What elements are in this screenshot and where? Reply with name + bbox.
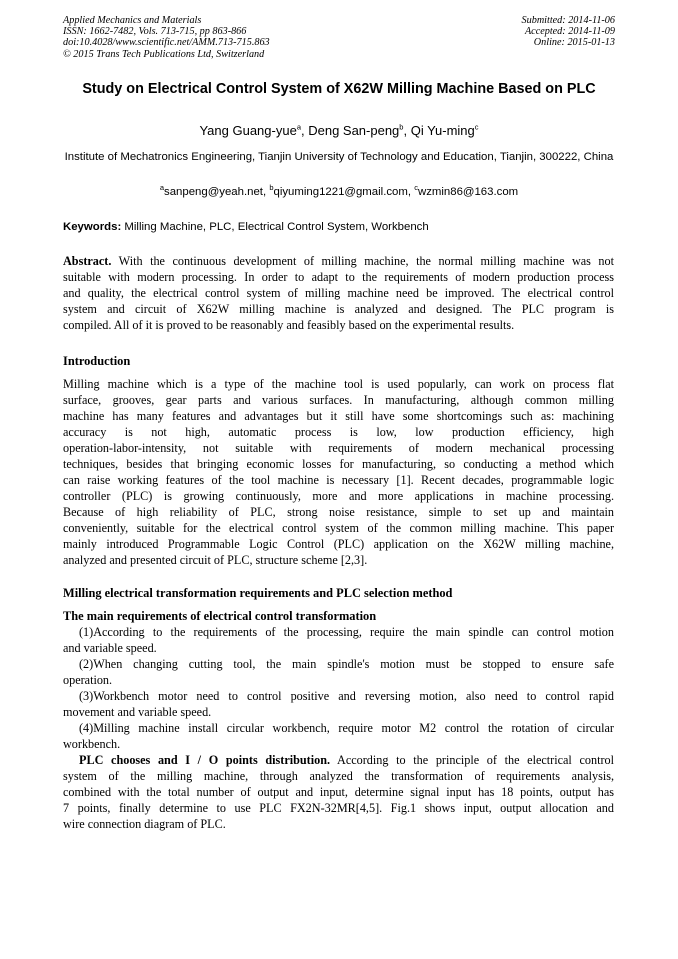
author-name: Deng San-peng	[308, 123, 400, 138]
subsection-heading: The main requirements of electrical control transformation	[63, 609, 377, 623]
introduction-heading: Introduction	[63, 354, 131, 368]
text-line: workbench.	[63, 737, 121, 751]
paper-title: Study on Electrical Control System of X62W Milling Machine Based on PLC	[82, 81, 596, 97]
copyright-line: © 2015 Trans Tech Publications Ltd, Switzerland	[63, 48, 265, 60]
text-line: PLC chooses and I / O points distribution. According to the principle of the electrical control	[79, 753, 614, 767]
text-line: system and circuit of X62W milling machine is analyzed and designed. The PLC program is	[63, 302, 614, 316]
text-line: operation-labor-intensity, not suitable with requirements of modern mechanical processing	[63, 441, 614, 455]
email-link[interactable]: wzmin86@163.com	[417, 186, 519, 198]
issn-line: ISSN: 1662-7482, Vols. 713-715, pp 863-866	[63, 26, 247, 38]
submission-dates	[522, 15, 615, 49]
text-line: machine has many features and advantages but it still have some shortcomings such as: machining	[63, 409, 614, 423]
text-line: and variable speed.	[63, 641, 157, 655]
journal-name: Applied Mechanics and Materials	[63, 15, 202, 26]
text-line: 7 points, finally determine to use PLC FX2N-32MR[4,5]. Fig.1 shows input, output allocation and	[63, 801, 614, 815]
keywords-text: Milling Machine, PLC, Electrical Control System, Workbench	[121, 221, 429, 233]
email-list: $^a$sanpeng@yeah.net, $^b$qiyuming1221@gmail.com, $^c$wzmin86@163.com	[159, 183, 519, 198]
affiliation: Institute of Mechatronics Engineering, Tianjin University of Technology and Education, Tianjin, 300222, China	[64, 151, 614, 163]
author-list: Yang Guang-yue$^a$, Deng San-peng$^b$, Qi Yu-ming$^c$	[199, 122, 479, 138]
text-line: conveniently, suitable for the electrical control system of the common milling machine. This paper	[63, 521, 614, 535]
text-line: Milling machine which is a type of the machine tool is used popularly, can work on process flat	[63, 377, 614, 391]
accepted-date: Accepted: 2014-11-09	[524, 26, 615, 38]
requirements-list	[63, 624, 614, 752]
text-line: and quality, the electrical control system of milling machine need be improved. The electrical control	[63, 286, 614, 300]
text-line: combined with the total number of output and input, determine signal input has 18 points, output has	[63, 785, 614, 799]
submitted-date: Submitted: 2014-11-06	[521, 15, 615, 26]
abstract-label: Abstract.	[63, 254, 112, 268]
introduction-body	[63, 376, 614, 568]
text-line: movement and variable speed.	[63, 705, 212, 719]
author-name: Qi Yu-ming	[410, 123, 475, 138]
list-item: (3)Workbench motor need to control positive and reversing motion, also need to control rapid	[79, 689, 614, 703]
text-line: accuracy is not high, automatic process is low, low production efficiency, high	[63, 425, 614, 439]
email-mark: c	[414, 183, 418, 193]
online-date: Online: 2015-01-13	[533, 37, 615, 49]
email-link[interactable]: sanpeng@yeah.net	[164, 186, 263, 198]
text-line: operation.	[63, 673, 113, 687]
journal-info	[63, 15, 270, 60]
text-line: Because of high reliability of PLC, strong noise resistance, simple to set up and maintain	[63, 505, 614, 519]
list-item: (1)According to the requirements of the processing, require the main spindle can control motion	[79, 625, 614, 639]
email-mark: b	[269, 183, 274, 193]
text-line: techniques, besides that bringing economic losses for manufacturing, so conducting a method which	[63, 457, 614, 471]
keywords-label: Keywords:	[63, 221, 122, 233]
abstract	[63, 253, 614, 333]
section-heading: Milling electrical transformation requirements and PLC selection method	[63, 586, 453, 600]
author-mark: b	[399, 122, 404, 132]
keywords	[63, 220, 615, 235]
text-line: analyzed and presented circuit of PLC, structure scheme [2,3].	[63, 553, 368, 567]
text-line: wire connection diagram of PLC.	[63, 817, 226, 831]
list-item: (2)When changing cutting tool, the main spindle's motion must be stopped to ensure safe	[79, 657, 614, 671]
text-line: Abstract. With the continuous development of milling machine, the normal milling machine was not	[63, 254, 614, 268]
text-line: can raise working features of the tool machine is necessary [1]. Recent decades, programmable logic	[63, 473, 614, 487]
email-mark: a	[159, 183, 164, 193]
email-link[interactable]: qiyuming1221@gmail.com	[273, 186, 408, 198]
author-name: Yang Guang-yue	[199, 123, 297, 138]
text-line: compiled. All of it is proved to be reasonably and feasibly based on the experimental results.	[63, 318, 515, 332]
doi-line: doi:10.4028/www.scientific.net/AMM.713-715.863	[63, 37, 270, 49]
text-line: controller (PLC) is growing continuously, more and more applications in machine processing.	[63, 489, 614, 503]
text-line: surface, grooves, gear parts and various surfaces. In manufacturing, although common milling	[63, 393, 614, 407]
text-line: mainly introduced Programmable Logic Control (PLC) application on the X62W milling machine,	[63, 537, 614, 551]
author-mark: c	[474, 122, 479, 132]
text-line: suitable with modern processing. In order to adapt to the requirements of modern production process	[63, 270, 614, 284]
text-line: system of the milling machine, through analyzed the transformation of requirements analysis,	[63, 769, 614, 783]
plc-lead: PLC chooses and I / O points distribution.	[79, 753, 331, 767]
plc-paragraph	[63, 752, 614, 832]
author-mark: a	[296, 122, 301, 132]
list-item: (4)Milling machine install circular workbench, require motor M2 control the rotation of circular	[79, 721, 614, 735]
